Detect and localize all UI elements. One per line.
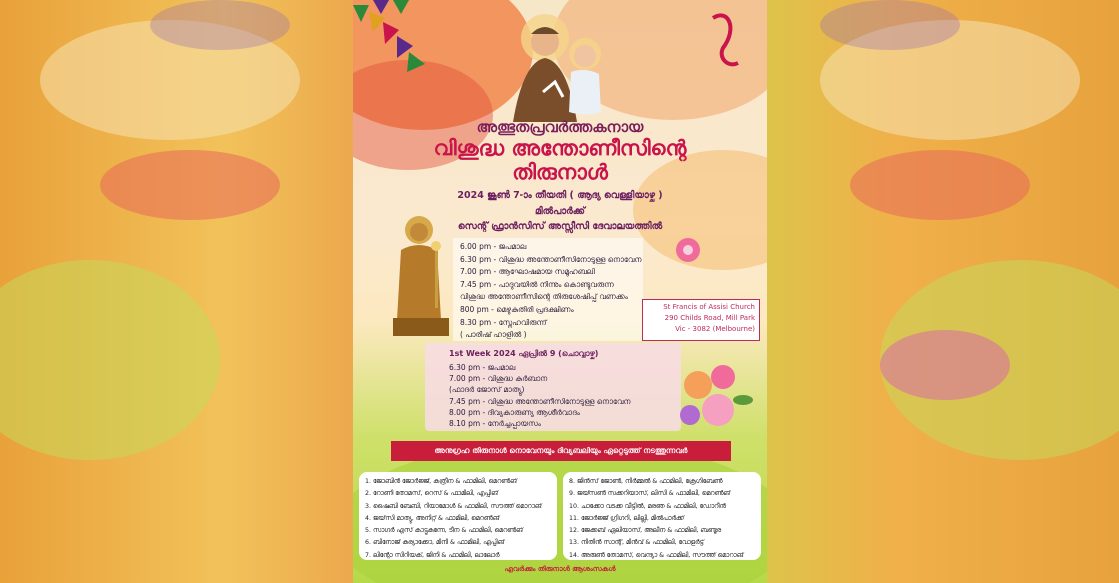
red-ribbon-icon xyxy=(708,8,748,78)
sponsor-item: 11. ജോർജ്ജ് ഗ്രിഗറി, ലില്ലി, മിൽപാർക്ക് xyxy=(569,514,684,522)
place-line: മിൽപാർക്ക് xyxy=(534,206,585,217)
address-line: Vic - 3082 (Melbourne) xyxy=(675,325,755,333)
sponsors-list-right xyxy=(563,472,761,560)
week-item: 6.30 pm - ജപമാല xyxy=(449,363,516,372)
week-item: 7.00 pm - വിശുദ്ധ കുർബാന xyxy=(449,374,548,384)
saint-statue-image xyxy=(389,210,459,340)
sponsor-item: 14. അരുൺ തോമസ്, വെന്ദ്യാ & ഫാമിലി, സൗത്ത് മൊറാങ് xyxy=(569,551,744,559)
poster xyxy=(353,0,767,583)
sponsor-item: 3. ഷൈബി ബേബി, റിയാമോൾ & ഫാമിലി, സൗത്ത് മൊറാങ് xyxy=(365,502,542,510)
schedule-item: 6.00 pm - ജപമാല xyxy=(460,242,527,251)
address-line: 290 Childs Road, Mill Park xyxy=(664,314,755,322)
saint-anthony-image xyxy=(503,12,623,122)
schedule-item: ( പാരിഷ് ഹാളിൽ ) xyxy=(460,330,527,340)
sponsor-item: 1. ജോബിൻ ജോർജ്ജ്, കത്രീന & ഫാമിലി, മെറൺങ് xyxy=(365,478,517,485)
sponsor-item: 4. ജയ്‌സി മാത്യു, അനിറ്റ് & ഫാമിലി, മെറൺങ് xyxy=(365,514,500,522)
sponsor-item: 9. ജയ്സൺ സക്കറിയാസ്, ലിസി & ഫാമിലി, മെറൺങ് xyxy=(569,490,731,498)
church-address xyxy=(642,299,760,341)
title-line-1: അത്ഭുതപ്രവർത്തകനായ xyxy=(476,118,644,136)
sponsor-item: 10. ചാക്കോ വടക്ക വീട്ടിൽ, മരഞ & ഫാമിലി, ഡോറീൻ xyxy=(569,502,726,510)
title-line-3: തിരുനാൾ xyxy=(512,160,608,184)
schedule-item: 800 pm - മെഴുകുതിരി പ്രദക്ഷിണം xyxy=(460,304,574,314)
sponsors-banner: അനുഗ്രഹ തിരുനാൾ നൊവേനയും ദിവ്യബലിയും ഏറ്റെടുത്ത് നടത്തുന്നവർ xyxy=(391,441,731,461)
week-item: 8.10 pm - നേർച്ചപ്പായസം xyxy=(449,419,541,429)
flower-decoration xyxy=(663,230,713,270)
schedule-list xyxy=(460,241,641,342)
week-title: 1st Week 2024 ഏപ്രിൽ 9 (ചൊവ്വാഴ്ച) xyxy=(449,349,599,358)
sponsor-item: 7. ലിന്റോ സിറിയക്, ജിനി & ഫാമിലി, ലാലോർ xyxy=(365,551,500,559)
week-schedule-list xyxy=(449,362,630,429)
week-item: (ഫാദർ ജോസ് മാത്യു) xyxy=(449,385,525,395)
schedule-item: 7.45 pm - പാദുവയിൽ നിന്നും കൊണ്ടുവരുന്ന xyxy=(460,279,614,289)
footer-greeting: എവർക്കും തിരുനാൾ ആശംസകൾ xyxy=(504,565,616,573)
week-item: 8.00 pm - ദിവ്യകാരുണ്യ ആശീർവാദം xyxy=(449,407,580,417)
title-line-2: വിശുദ്ധ അന്തോണീസിന്റെ xyxy=(433,136,687,160)
rose-bouquet xyxy=(668,355,758,440)
schedule-item: 7.00 pm - ആഘോഷമായ സമൂഹബലി xyxy=(460,267,595,277)
schedule-item: 8.30 pm - സ്നേഹവിരുന്ന് xyxy=(460,317,547,327)
church-line: സെന്റ് ഫ്രാൻസിസ് അസ്സീസി ദേവാലയത്തിൽ xyxy=(457,221,663,232)
address-line: St Francis of Assisi Church xyxy=(663,303,755,311)
sponsor-item: 2. റോണി തോമസ്, റെസ് & ഫാമിലി, എപ്പിങ് xyxy=(365,490,498,498)
sponsor-item: 5. സാഗർ എസ് കാട്ടുകുന്നേ, ടീന & ഫാമിലി, മെറൺങ് xyxy=(365,527,523,535)
sponsor-item: 13. നിതിൻ സാന്റ്, മിൻവ് & ഫാമിലി, വോളർട്ട് xyxy=(569,539,704,547)
schedule-item: വിശുദ്ധ അന്തോണീസിന്റെ തിരുശേഷിപ്പ് വണക്കം xyxy=(460,292,628,302)
sponsors-list-left xyxy=(359,472,557,560)
bunting-flags xyxy=(353,0,433,90)
sponsor-item: 12. ജേക്കബ് ഏലിയാസ്, അലീന & ഫാമിലി, ബണ്ടൂര xyxy=(569,527,721,535)
sponsor-item: 8. ജിൻസ് ജോൺ, നിർമ്മൽ & ഫാമിലി, ക്രേഗിബേൺ xyxy=(569,478,723,485)
date-line: 2024 ജൂൺ 7-ാം തീയതി ( ആദ്യ വെള്ളിയാഴ്ച ) xyxy=(457,190,663,201)
schedule-item: 6.30 pm - വിശുദ്ധ അന്തോണീസിനോടുള്ള നൊവേന xyxy=(460,254,642,264)
sponsor-item: 6. ബിനോജ് കുര്യാക്കോ, മിനി & ഫാമിലി, എപ്പിങ് xyxy=(365,539,505,547)
week-item: 7.45 pm - വിശുദ്ധ അന്തോണീസിനോടുള്ള നൊവേന xyxy=(449,396,631,406)
